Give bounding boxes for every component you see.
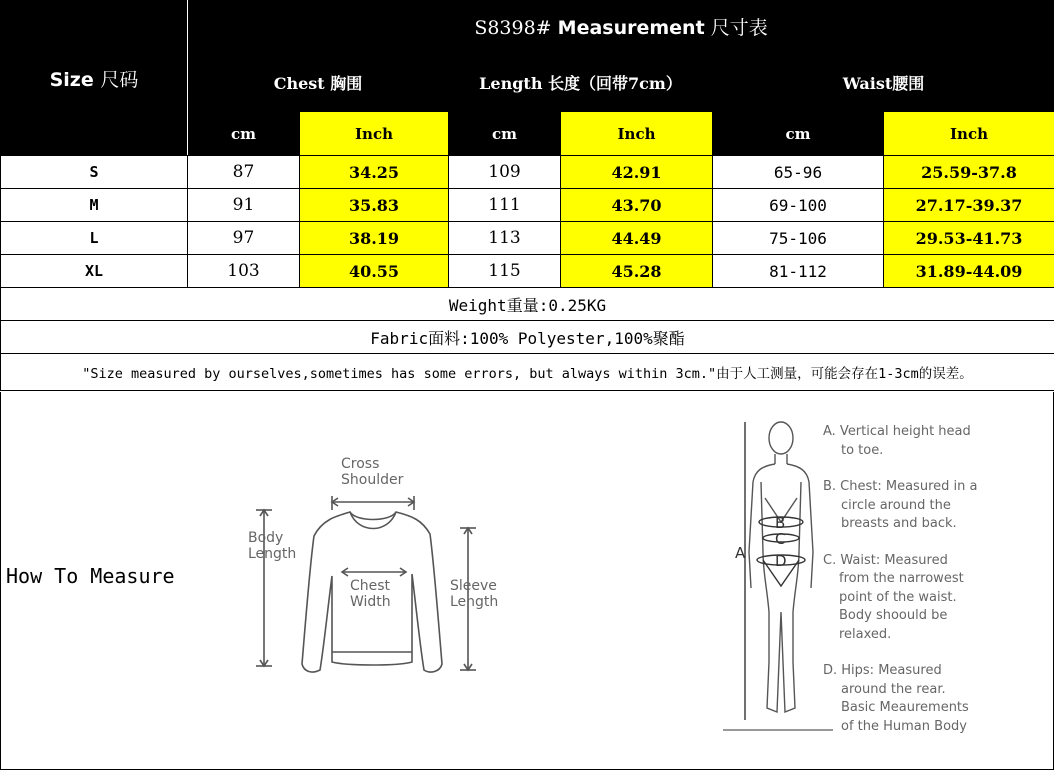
chest-cm-cell: 91 [188, 189, 300, 222]
body-instructions [823, 423, 1023, 736]
how-to-measure-title: How To Measure [6, 564, 175, 588]
chest-inch-cell: 34.25 [300, 156, 449, 189]
title-text: Measurement [557, 17, 705, 39]
cross-label-1: Cross [341, 456, 380, 472]
instruction-line: relaxed. [839, 626, 892, 642]
waist-cm-cell: 81-112 [713, 255, 884, 288]
instruction-line: to toe. [841, 442, 884, 458]
table-row [1, 255, 1054, 288]
waist-inch-header: Inch [884, 112, 1054, 156]
product-code: S8398# [474, 17, 552, 39]
letter-a: A [735, 544, 746, 562]
length-cm-cell: 113 [449, 222, 561, 255]
title-cn: 尺寸表 [710, 17, 768, 39]
size-cell: L [1, 222, 188, 255]
chest-label-2: Width [350, 594, 391, 610]
table-row [1, 222, 1054, 255]
length-cm-header: cm [449, 112, 561, 156]
sleeve-label-2: Length [450, 594, 499, 610]
instruction-line: A. Vertical height head [823, 424, 971, 439]
size-cell: XL [1, 255, 188, 288]
chest-inch-header: Inch [300, 112, 449, 156]
chest-cm-cell: 87 [188, 156, 300, 189]
waist-cm-cell: 75-106 [713, 222, 884, 255]
cross-label-2: Shoulder [341, 472, 404, 488]
size-label: Size [49, 68, 94, 91]
chest-inch-cell: 35.83 [300, 189, 449, 222]
chest-cm-cell: 103 [188, 255, 300, 288]
instruction-line: around the rear. [841, 681, 946, 697]
table-row [1, 189, 1054, 222]
sweater-diagram [246, 456, 506, 696]
length-inch-cell: 44.49 [561, 222, 713, 255]
chart-title [188, 1, 1054, 53]
body-figure-diagram [723, 412, 833, 742]
chest-cm-header: cm [188, 112, 300, 156]
size-cell: M [1, 189, 188, 222]
head-icon [769, 422, 793, 454]
length-inch-cell: 42.91 [561, 156, 713, 189]
size-label-cn: 尺码 [100, 68, 139, 91]
table-row [1, 156, 1054, 189]
instruction-line: B. Chest: Measured in a [823, 479, 978, 494]
length-group-header: Length 长度（回带7cm） [449, 53, 713, 112]
length-cm-cell: 109 [449, 156, 561, 189]
waist-cm-header: cm [713, 112, 884, 156]
how-to-measure-section [0, 392, 1054, 770]
waist-inch-cell: 27.17-39.37 [884, 189, 1054, 222]
instruction-line: breasts and back. [841, 516, 957, 531]
instruction-line: D. Hips: Measured [823, 663, 942, 678]
letter-c: C [775, 530, 786, 548]
chest-inch-cell: 40.55 [300, 255, 449, 288]
measurement-note: "Size measured by ourselves,sometimes has some errors, but always within 3cm."由于人工测量，可能会存在1-3cm的误差。 [1, 354, 1054, 391]
length-cm-cell: 115 [449, 255, 561, 288]
instruction-line: Body shoould be [839, 608, 948, 623]
waist-cm-cell: 69-100 [713, 189, 884, 222]
instruction-line: from the narrowest [839, 571, 964, 586]
instruction-line: of the Human Body [841, 718, 967, 734]
weight-row: Weight重量:0.25KG [1, 288, 1054, 321]
instruction-line: C. Waist: Measured [823, 552, 948, 568]
length-cm-cell: 111 [449, 189, 561, 222]
instruction-line: circle around the [841, 497, 951, 513]
letter-b: B [775, 514, 786, 532]
chest-cm-cell: 97 [188, 222, 300, 255]
chest-label-1: Chest [350, 578, 391, 594]
body-label-1: Body [248, 530, 284, 546]
sleeve-label-1: Sleeve [450, 578, 497, 594]
length-inch-cell: 45.28 [561, 255, 713, 288]
instruction-line: Basic Meaurements [841, 700, 969, 715]
instruction-line: point of the waist. [839, 589, 957, 605]
chest-inch-cell: 38.19 [300, 222, 449, 255]
waist-cm-cell: 65-96 [713, 156, 884, 189]
waist-inch-cell: 31.89-44.09 [884, 255, 1054, 288]
waist-inch-cell: 25.59-37.8 [884, 156, 1054, 189]
body-label-2: Length [248, 546, 297, 562]
waist-group-header: Waist腰围 [713, 53, 1054, 112]
length-inch-cell: 43.70 [561, 189, 713, 222]
letter-d: D [775, 552, 787, 570]
size-cell: S [1, 156, 188, 189]
length-inch-header: Inch [561, 112, 713, 156]
fabric-row: Fabric面料:100% Polyester,100%聚酯 [1, 321, 1054, 354]
chest-group-header: Chest 胸围 [188, 53, 449, 112]
waist-inch-cell: 29.53-41.73 [884, 222, 1054, 255]
size-header [1, 1, 188, 156]
